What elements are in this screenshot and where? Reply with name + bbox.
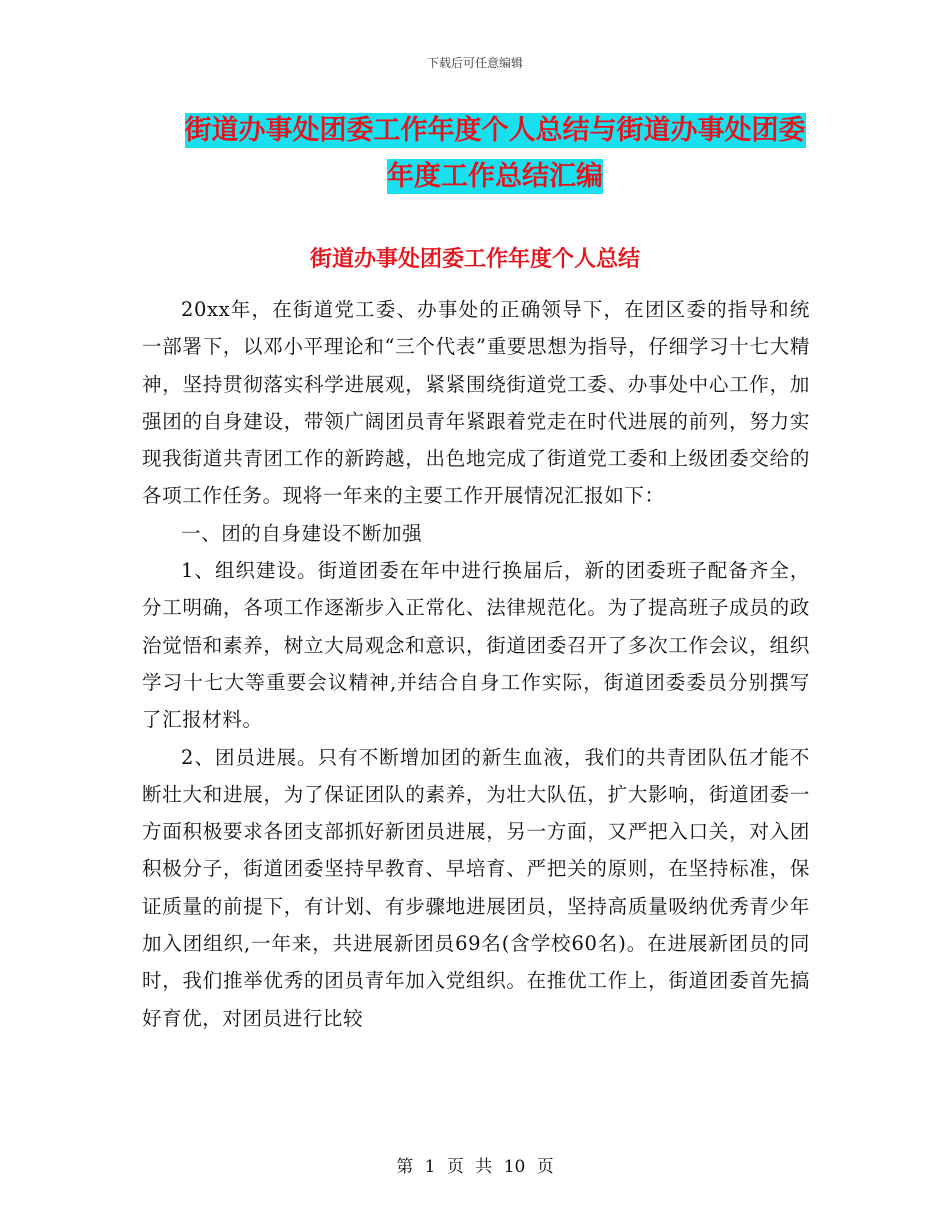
paragraph-intro: 20xx年，在街道党工委、办事处的正确领导下，在团区委的指导和统一部署下，以邓小平理论和“三个代表”重要思想为指导，仔细学习十七大精神，坚持贯彻落实科学进展观，紧紧围绕街道党工委、办事处中心工作，加强团的自身建设，带领广阔团员青年紧跟着党走在时代进展的前列，努力实现我街道共青团工作的新跨越，出色地完成了街道党工委和上级团委交给的各项工作任务。现将一年来的主要工作开展情况汇报如下： bbox=[142, 298, 810, 508]
section-title: 街道办事处团委工作年度个人总结 bbox=[309, 247, 640, 272]
main-title-line-1: 街道办事处团委工作年度个人总结与街道办事处团委 bbox=[184, 115, 806, 146]
header-note: 下载后可任意编辑 bbox=[426, 56, 523, 70]
paragraph-organization: 1、组织建设。街道团委在年中进行换届后，新的团委班子配备齐全，分工明确，各项工作逐渐步入正常化、法律规范化。为了提高班子成员的政治觉悟和素养，树立大局观念和意识，街道团委召开了多次工作会议，组织学习十七大等重要会议精神,并结合自身工作实际，街道团委委员分别撰写了汇报材料。 bbox=[142, 559, 810, 732]
page-footer: 第 1 页 共 10 页 bbox=[396, 1157, 554, 1177]
main-title-line-2: 年度工作总结汇编 bbox=[387, 161, 603, 192]
paragraph-heading-1: 一、团的自身建设不断加强 bbox=[181, 521, 423, 545]
document-main-title bbox=[150, 108, 840, 200]
paragraph-membership: 2、团员进展。只有不断增加团的新生血液，我们的共青团队伍才能不断壮大和进展，为了保证团队的素养，为壮大队伍，扩大影响，街道团委一方面积极要求各团支部抓好新团员进展，另一方面，又严把入口关，对入团积极分子，街道团委坚持早教育、早培育、严把关的原则，在坚持标准，保证质量的前提下，有计划、有步骤地进展团员，坚持高质量吸纳优秀青少年加入团组织,一年来，共进展新团员69名(含学校60名)。在进展新团员的同时，我们推举优秀的团员青年加入党组织。在推优工作上，街道团委首先搞好育优，对团员进行比较 bbox=[142, 745, 810, 1030]
body-text bbox=[142, 291, 810, 1037]
